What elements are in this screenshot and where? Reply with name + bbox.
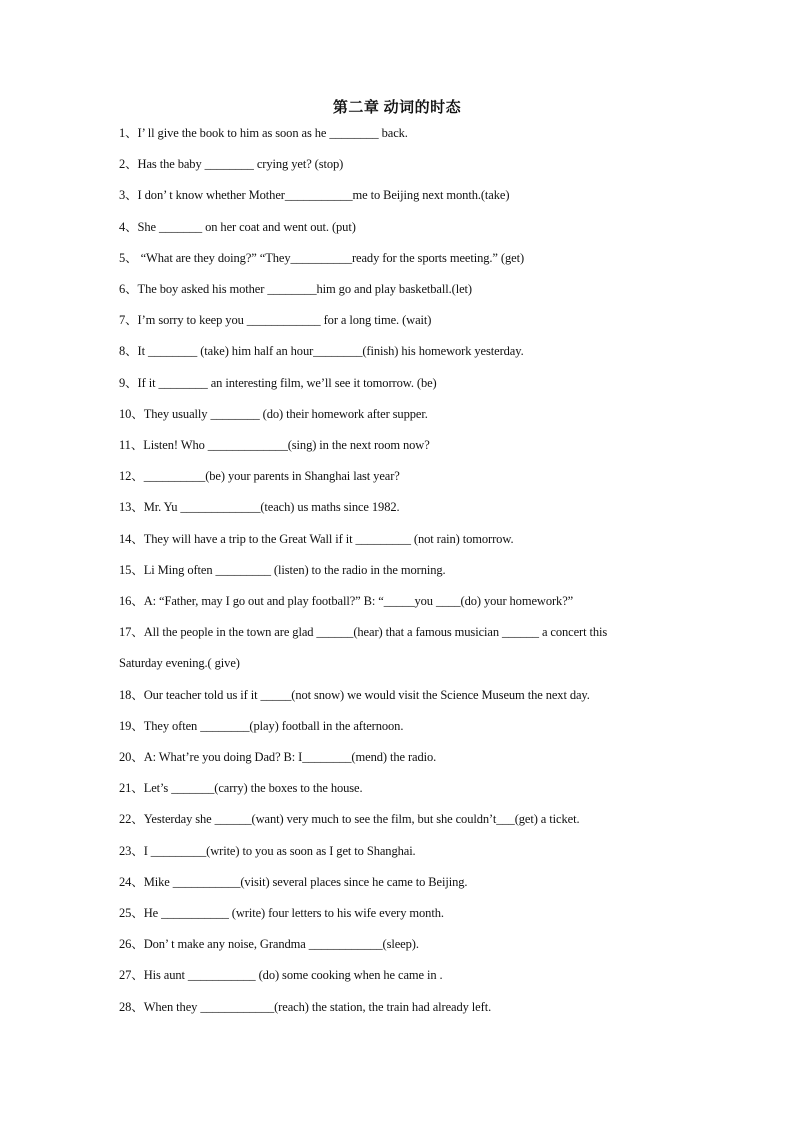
exercise-item: 23、I _________(write) to you as soon as I get to Shanghai. — [119, 844, 416, 858]
exercise-item-continued: Saturday evening.( give) — [119, 656, 240, 670]
exercise-item: 17、All the people in the town are glad ______(hear) that a famous musician ______ a concert this — [119, 625, 608, 639]
exercise-item: 28、When they ____________(reach) the station, the train had already left. — [119, 1000, 492, 1014]
exercise-item: 8、It ________ (take) him half an hour________(finish) his homework yesterday. — [119, 344, 524, 358]
exercise-item: 15、Li Ming often _________ (listen) to the radio in the morning. — [119, 563, 446, 577]
exercise-item: 21、Let’s _______(carry) the boxes to the house. — [119, 781, 363, 795]
exercise-item: 12、__________(be) your parents in Shanghai last year? — [119, 469, 400, 483]
exercise-item: 10、They usually ________ (do) their homework after supper. — [119, 407, 428, 421]
exercise-item: 4、She _______ on her coat and went out. (put) — [119, 220, 356, 234]
exercise-item: 9、If it ________ an interesting film, we’ll see it tomorrow. (be) — [119, 376, 437, 390]
exercise-item: 6、The boy asked his mother ________him go and play basketball.(let) — [119, 282, 472, 296]
exercise-item: 1、I’ ll give the book to him as soon as he ________ back. — [119, 126, 408, 140]
exercise-item: 18、Our teacher told us if it _____(not snow) we would visit the Science Museum the next day. — [119, 688, 590, 702]
exercise-item: 24、Mike ___________(visit) several places since he came to Beijing. — [119, 875, 468, 889]
exercise-item: 11、Listen! Who _____________(sing) in the next room now? — [119, 438, 430, 452]
exercise-item: 14、They will have a trip to the Great Wall if it _________ (not rain) tomorrow. — [119, 532, 514, 546]
exercise-item: 25、He ___________ (write) four letters to his wife every month. — [119, 906, 444, 920]
exercise-item: 16、A: “Father, may I go out and play football?” B: “_____you ____(do) your homework?” — [119, 594, 574, 608]
exercise-item: 19、They often ________(play) football in the afternoon. — [119, 719, 404, 733]
exercise-item: 2、Has the baby ________ crying yet? (stop) — [119, 157, 344, 171]
exercise-item: 22、Yesterday she ______(want) very much to see the film, but she couldn’t___(get) a ticket. — [119, 812, 580, 826]
exercise-item: 26、Don’ t make any noise, Grandma ____________(sleep). — [119, 937, 419, 951]
exercise-item: 13、Mr. Yu _____________(teach) us maths since 1982. — [119, 500, 400, 514]
exercise-item: 7、I’m sorry to keep you ____________ for a long time. (wait) — [119, 313, 432, 327]
exercise-item: 3、I don’ t know whether Mother___________me to Beijing next month.(take) — [119, 188, 510, 202]
exercise-item: 5、 “What are they doing?” “They__________ready for the sports meeting.” (get) — [119, 251, 525, 265]
exercise-item: 27、His aunt ___________ (do) some cooking when he came in . — [119, 968, 443, 982]
page-title: 第二章 动词的时态 — [332, 100, 462, 116]
exercise-item: 20、A: What’re you doing Dad? B: I________(mend) the radio. — [119, 750, 437, 764]
